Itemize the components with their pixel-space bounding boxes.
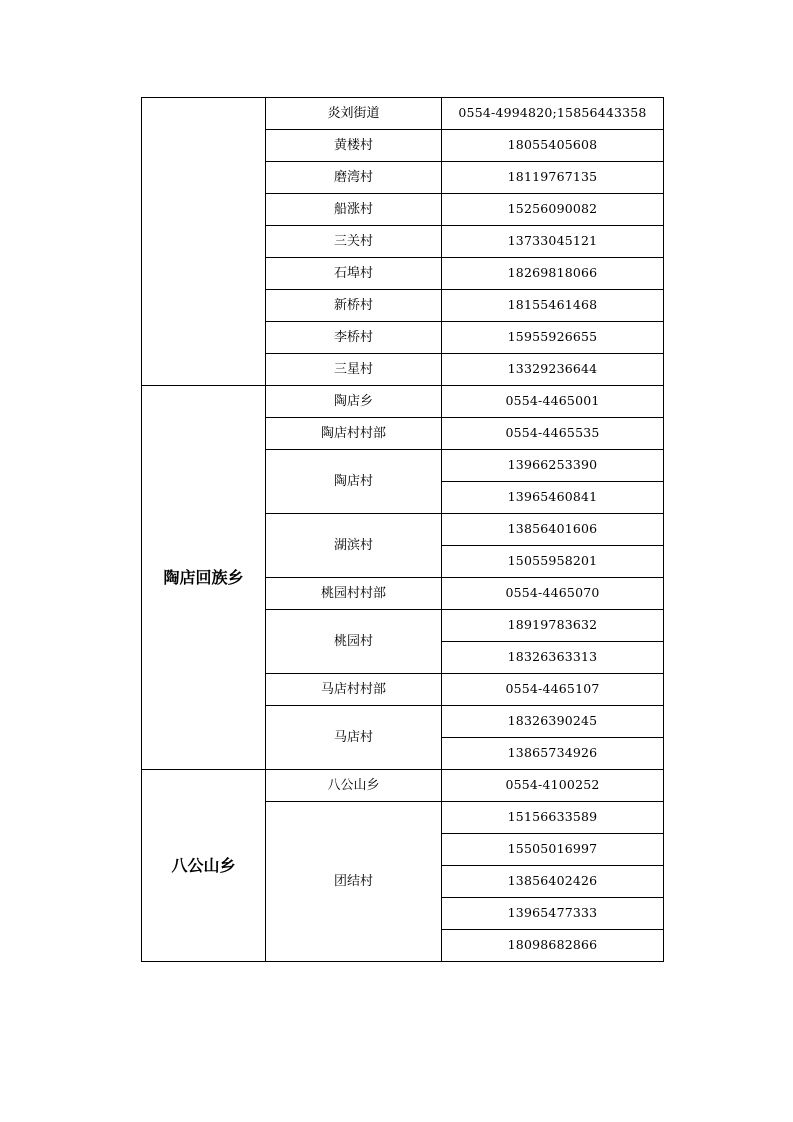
phone-number-cell: 18119767135 bbox=[442, 162, 664, 194]
phone-number-cell: 0554-4100252 bbox=[442, 770, 664, 802]
unit-name-cell: 李桥村 bbox=[266, 322, 442, 354]
unit-name-cell: 桃园村 bbox=[266, 610, 442, 674]
unit-name-cell: 船涨村 bbox=[266, 194, 442, 226]
phone-number-cell: 15256090082 bbox=[442, 194, 664, 226]
phone-number-cell: 18055405608 bbox=[442, 130, 664, 162]
table-row bbox=[142, 386, 664, 418]
phone-number-cell: 13733045121 bbox=[442, 226, 664, 258]
phone-number-cell: 0554-4465535 bbox=[442, 418, 664, 450]
phone-number-cell: 13965477333 bbox=[442, 898, 664, 930]
unit-name-cell: 陶店村村部 bbox=[266, 418, 442, 450]
phone-number-cell: 0554-4465107 bbox=[442, 674, 664, 706]
unit-name-cell: 马店村 bbox=[266, 706, 442, 770]
phone-number-cell: 13856401606 bbox=[442, 514, 664, 546]
unit-name-cell: 新桥村 bbox=[266, 290, 442, 322]
phone-number-cell: 15505016997 bbox=[442, 834, 664, 866]
unit-name-cell: 黄楼村 bbox=[266, 130, 442, 162]
unit-name-cell: 湖滨村 bbox=[266, 514, 442, 578]
phone-number-cell: 0554-4994820;15856443358 bbox=[442, 98, 664, 130]
phone-number-cell: 13329236644 bbox=[442, 354, 664, 386]
unit-name-cell: 马店村村部 bbox=[266, 674, 442, 706]
township-name-cell: 八公山乡 bbox=[142, 770, 266, 962]
phone-number-cell: 18098682866 bbox=[442, 930, 664, 962]
unit-name-cell: 桃园村村部 bbox=[266, 578, 442, 610]
table-row bbox=[142, 770, 664, 802]
phone-number-cell: 13965460841 bbox=[442, 482, 664, 514]
table-row bbox=[142, 98, 664, 130]
township-name-cell: 陶店回族乡 bbox=[142, 386, 266, 770]
phone-number-cell: 0554-4465070 bbox=[442, 578, 664, 610]
unit-name-cell: 三星村 bbox=[266, 354, 442, 386]
phone-number-cell: 13865734926 bbox=[442, 738, 664, 770]
unit-name-cell: 石埠村 bbox=[266, 258, 442, 290]
unit-name-cell: 磨湾村 bbox=[266, 162, 442, 194]
phone-number-cell: 15156633589 bbox=[442, 802, 664, 834]
phone-number-cell: 13966253390 bbox=[442, 450, 664, 482]
township-name-cell bbox=[142, 98, 266, 386]
unit-name-cell: 炎刘街道 bbox=[266, 98, 442, 130]
phone-number-cell: 15955926655 bbox=[442, 322, 664, 354]
phone-number-cell: 18919783632 bbox=[442, 610, 664, 642]
unit-name-cell: 八公山乡 bbox=[266, 770, 442, 802]
phone-number-cell: 18326390245 bbox=[442, 706, 664, 738]
phone-number-cell: 13856402426 bbox=[442, 866, 664, 898]
contact-directory-body bbox=[142, 98, 664, 962]
phone-number-cell: 18155461468 bbox=[442, 290, 664, 322]
contact-directory-table bbox=[141, 97, 664, 962]
unit-name-cell: 陶店村 bbox=[266, 450, 442, 514]
unit-name-cell: 团结村 bbox=[266, 802, 442, 962]
phone-number-cell: 0554-4465001 bbox=[442, 386, 664, 418]
phone-number-cell: 15055958201 bbox=[442, 546, 664, 578]
unit-name-cell: 三关村 bbox=[266, 226, 442, 258]
phone-number-cell: 18326363313 bbox=[442, 642, 664, 674]
unit-name-cell: 陶店乡 bbox=[266, 386, 442, 418]
phone-number-cell: 18269818066 bbox=[442, 258, 664, 290]
